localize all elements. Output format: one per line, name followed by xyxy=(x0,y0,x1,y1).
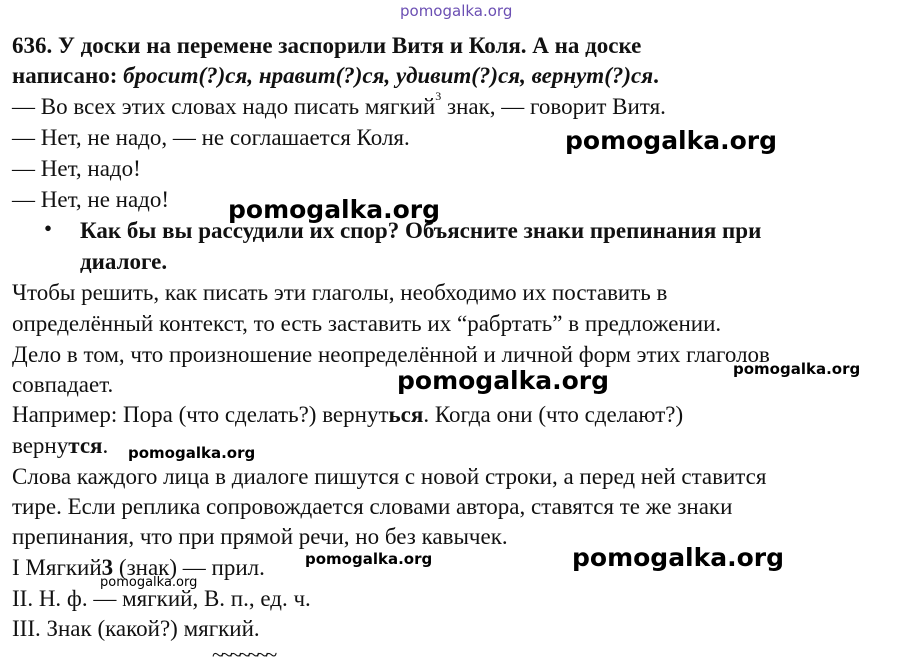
dialog-line-3: — Нет, надо! xyxy=(12,156,141,181)
watermark: pomogalka.org xyxy=(100,575,198,590)
dialog-line-1 xyxy=(12,89,666,122)
analysis-word: I Мягкий xyxy=(12,555,102,580)
watermark: pomogalka.org xyxy=(397,366,610,395)
watermark: pomogalka.org xyxy=(733,360,861,378)
task-words: бросит(?)ся, нравит(?)ся, удивит(?)ся, вернут(?)ся xyxy=(123,63,654,88)
watermark: pomogalka.org xyxy=(128,444,256,462)
answer-line-8: тире. Если реплика сопровождается словами автора, ставятся те же знаки xyxy=(12,494,733,519)
example-1-ending: ься xyxy=(388,402,424,427)
task-title xyxy=(12,31,641,61)
analysis-mark: 3 xyxy=(101,555,114,580)
watermark: pomogalka.org xyxy=(565,126,778,155)
task-written-label: написано: xyxy=(12,63,124,88)
example-1-c: . Когда они (что сделают?) xyxy=(423,402,684,427)
answer-line-3: Дело в том, что произношение неопределённой и личной форм этих глаголов xyxy=(12,342,770,367)
watermark: pomogalka.org xyxy=(305,550,433,568)
question-bullet: • xyxy=(44,216,53,241)
task-period: . xyxy=(653,63,659,88)
dialog-line-1-b: знак, — говорит Витя. xyxy=(441,94,666,119)
watermark: pomogalka.org xyxy=(572,543,785,572)
answer-line-9: препинания, что при прямой речи, но без кавычек. xyxy=(12,524,508,549)
analysis-rest: (знак) — прил. xyxy=(113,555,265,580)
dialog-line-2: — Нет, не надо, — не соглашается Коля. xyxy=(12,125,410,150)
analysis-line-3: III. Знак (какой?) мягкий. xyxy=(12,616,260,641)
example-2-ending: тся xyxy=(68,433,103,458)
answer-line-6 xyxy=(12,431,108,461)
analysis-line-2: II. Н. ф. — мягкий, В. п., ед. ч. xyxy=(12,586,311,611)
dialog-line-1-a: — Во всех этих словах надо писать мягкий xyxy=(12,94,436,119)
example-1-a: Например: Пора (что сделать?) вернут xyxy=(12,402,389,427)
example-2-a: верну xyxy=(12,433,69,458)
dialog-line-4: — Нет, не надо! xyxy=(12,187,170,212)
task-line-2 xyxy=(12,61,659,91)
question-line-2: диалоге. xyxy=(80,249,168,274)
watermark: pomogalka.org xyxy=(228,195,441,224)
wavy-underline: ~~~~~~~ xyxy=(212,642,275,667)
task-number-title: 636. У доски на перемене заспорили Витя и Коля. А на доске xyxy=(12,33,642,58)
question-line-1: Как бы вы рассудили их спор? Объясните знаки препинания при xyxy=(80,218,762,243)
answer-line-5 xyxy=(12,400,683,430)
watermark-top: pomogalka.org xyxy=(400,2,513,20)
answer-line-1: Чтобы решить, как писать эти глаголы, необходимо их поставить в xyxy=(12,280,668,305)
answer-line-2: определённый контекст, то есть заставить их “рабртать” в предложении. xyxy=(12,311,722,336)
answer-line-4: совпадает. xyxy=(12,372,114,397)
example-2-c: . xyxy=(102,433,109,458)
answer-line-7: Слова каждого лица в диалоге пишутся с новой строки, а перед ней ставится xyxy=(12,464,767,489)
footnote-mark: 3 xyxy=(435,89,442,103)
